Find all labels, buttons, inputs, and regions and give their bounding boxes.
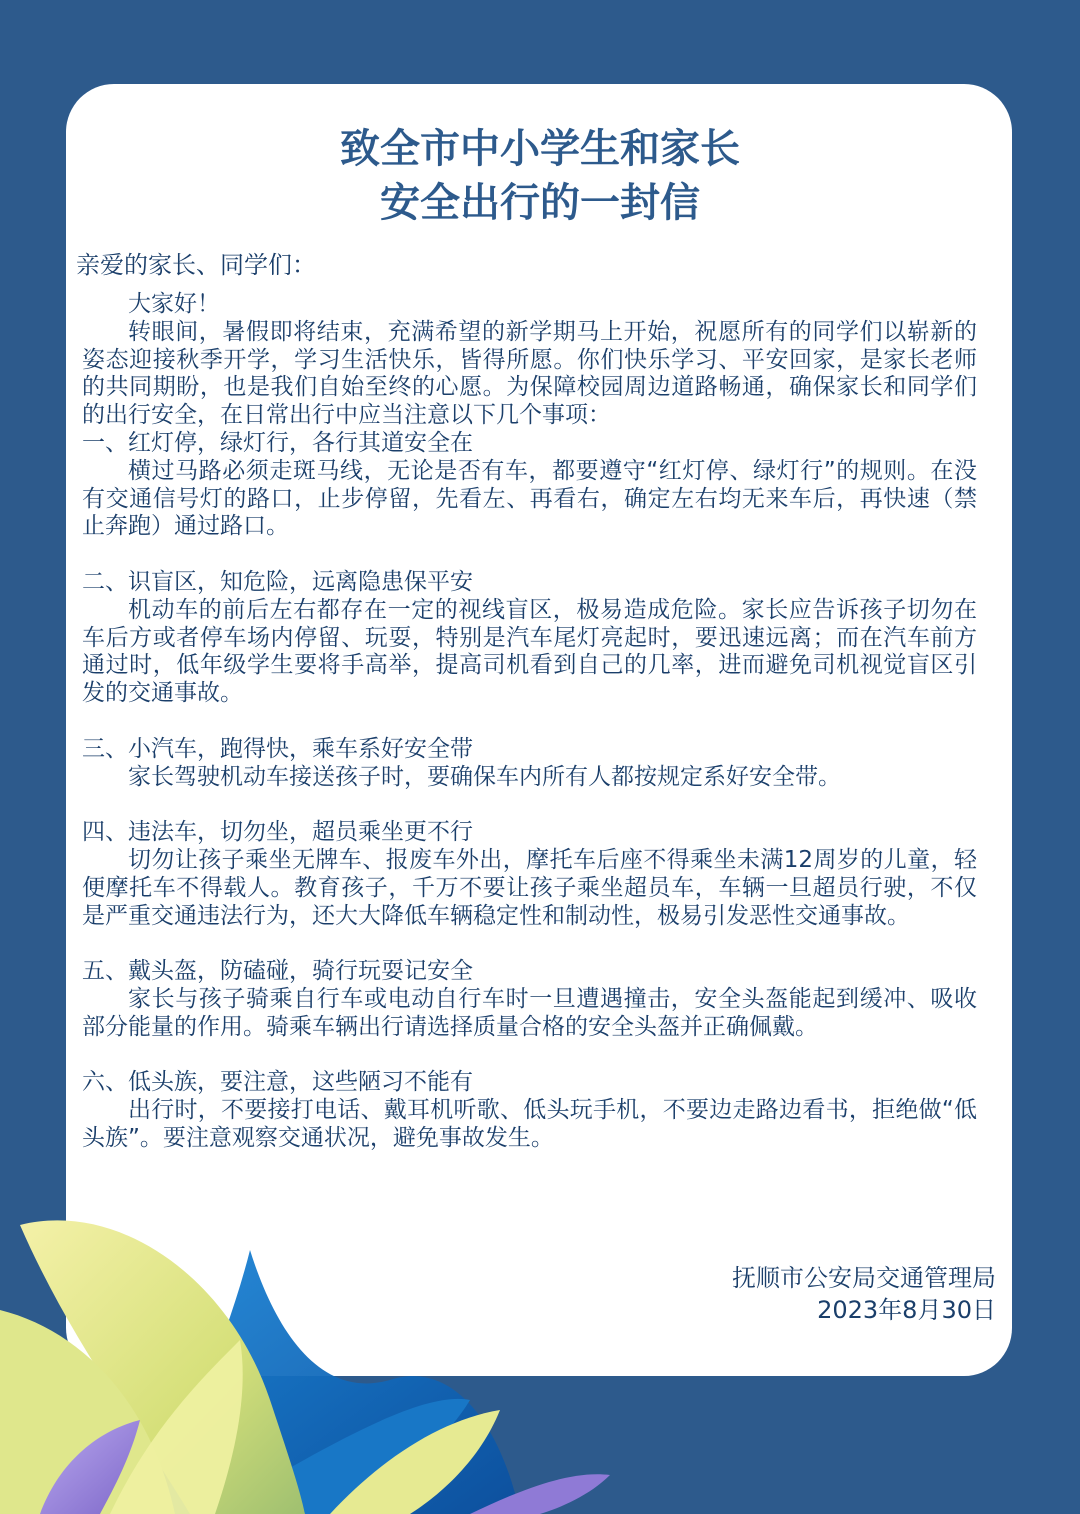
purple-leaf-icon: [470, 1474, 610, 1514]
intro-paragraph: 转眼间，暑假即将结束，充满希望的新学期马上开始，祝愿所有的同学们以崭新的姿态迎接秋季开学，学习生活快乐，皆得所愿。你们快乐学习、平安回家，是家长老师的共同期盼，也是我们自始至终的心愿。为保障校园周边道路畅通，确保家长和同学们的出行安全，在日常出行中应当注意以下几个事项：: [82, 318, 977, 429]
section-text: 家长与孩子骑乘自行车或电动自行车时一旦遭遇撞击，安全头盔能起到缓冲、吸收部分能量的作用。骑乘车辆出行请选择质量合格的安全头盔并正确佩戴。: [82, 985, 977, 1040]
signature-org: 抚顺市公安局交通管理局: [732, 1264, 996, 1292]
section-text: 切勿让孩子乘坐无牌车、报废车外出，摩托车后座不得乘坐未满12周岁的儿童，轻便摩托车不得载人。教育孩子，千万不要让孩子乘坐超员车，车辆一旦超员行驶，不仅是严重交通违法行为，还大大降低车辆稳定性和制动性，极易引发恶性交通事故。: [82, 846, 977, 929]
section-heading: 五、戴头盔，防磕碰，骑行玩耍记安全: [82, 958, 473, 985]
section-heading: 四、违法车，切勿坐，超员乘坐更不行: [82, 819, 473, 846]
section-text: 家长驾驶机动车接送孩子时，要确保车内所有人都按规定系好安全带。: [128, 763, 841, 790]
blue-leaf-icon: [210, 1399, 470, 1514]
section-text: 机动车的前后左右都存在一定的视线盲区，极易造成危险。家长应告诉孩子切勿在车后方或者停车场内停留、玩耍，特别是汽车尾灯亮起时，要迅速远离；而在汽车前方通过时，低年级学生要将手高举，提高司机看到自己的几率，进而避免司机视觉盲区引发的交通事故。: [82, 596, 977, 707]
signature-date: 2023年8月30日: [817, 1296, 996, 1324]
letter-body: [82, 291, 977, 1153]
title-line-2: 安全出行的一封信: [380, 179, 700, 226]
title-line-1: 致全市中小学生和家长: [340, 125, 740, 172]
yellow-leaf-icon: [330, 1410, 500, 1514]
purple-leaf-icon: [40, 1420, 140, 1514]
section-heading: 六、低头族，要注意，这些陋习不能有: [82, 1069, 473, 1096]
section-text: 出行时，不要接打电话、戴耳机听歌、低头玩手机，不要边走路边看书，拒绝做“低头族”。要注意观察交通状况，避免事故发生。: [82, 1097, 977, 1151]
salutation: 亲爱的家长、同学们：: [76, 251, 316, 279]
section-heading: 二、识盲区，知危险，远离隐患保平安: [82, 568, 473, 595]
greeting: 大家好！: [128, 291, 220, 317]
section-heading: 三、小汽车，跑得快，乘车系好安全带: [82, 735, 473, 762]
signature: [732, 1262, 996, 1326]
section-text: 横过马路必须走斑马线，无论是否有车，都要遵守“红灯停、绿灯行”的规则。在没有交通信号灯的路口，止步停留，先看左、再看右，确定左右均无来车后，再快速（禁止奔跑）通过路口。: [82, 457, 977, 540]
section-heading: 一、红灯停，绿灯行，各行其道安全在: [82, 429, 473, 456]
